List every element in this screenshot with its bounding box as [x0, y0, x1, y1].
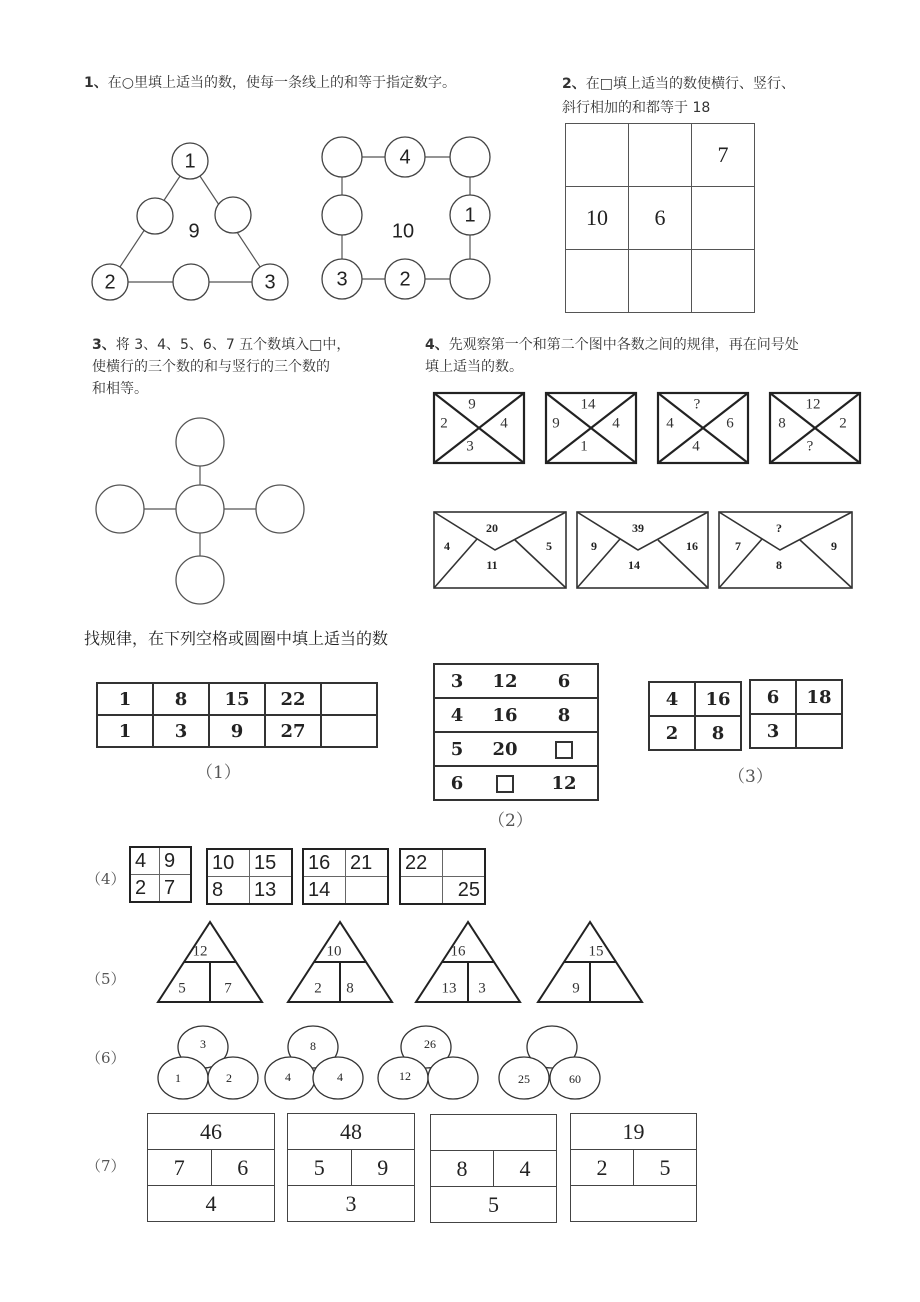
box-bottom: 4	[148, 1186, 275, 1222]
magic-square-grid	[565, 123, 755, 313]
magic-cell[interactable]	[692, 187, 755, 250]
pattern-cell: 8	[153, 683, 209, 715]
box-bottom: 3	[288, 1186, 415, 1222]
envelope-bottom: 8	[776, 557, 782, 572]
envelope-top: 39	[632, 520, 644, 535]
pattern-7-caption: （7）	[86, 1157, 126, 1175]
envelope-top: 20	[486, 520, 498, 535]
xbox-left: 4	[666, 415, 674, 432]
envelope-left: 4	[444, 538, 450, 553]
triangle-right: 3	[478, 980, 486, 997]
circle-left: 1	[175, 1070, 181, 1085]
pattern-cell: 15	[250, 849, 293, 877]
triangle-top: 15	[588, 943, 604, 960]
pattern-blank-cell[interactable]	[443, 849, 486, 877]
circle-slot[interactable]	[322, 195, 362, 235]
pattern-cell: 2	[130, 875, 160, 903]
square-bottom-mid-value: 2	[399, 268, 411, 291]
circle-top: 26	[424, 1036, 436, 1051]
pattern-cell: 3	[434, 664, 479, 698]
pattern-cell: 15	[209, 683, 265, 715]
pattern-1-caption: （1）	[196, 763, 241, 783]
xbox-top: 9	[468, 396, 476, 413]
square-circle-diagram	[315, 135, 500, 305]
circle-left: 12	[399, 1068, 411, 1083]
pattern-cell: 8	[531, 698, 598, 732]
magic-cell[interactable]	[629, 124, 692, 187]
pattern-cell: 7	[160, 875, 192, 903]
triangle-top-value: 1	[184, 150, 196, 173]
triangle-top: 16	[450, 943, 466, 960]
pattern-7-box	[430, 1114, 557, 1223]
envelope-bottom: 11	[486, 557, 498, 572]
circle-slot[interactable]	[173, 264, 209, 300]
box-left: 5	[288, 1150, 352, 1186]
triangle-left: 13	[441, 980, 457, 997]
circle-slot[interactable]	[450, 137, 490, 177]
question-4-label: 4、	[425, 337, 449, 353]
pattern-3-grid-b	[749, 679, 843, 749]
envelope-top-unknown: ?	[776, 520, 782, 535]
box-bottom: 5	[431, 1187, 557, 1223]
pattern-cell: 22	[400, 849, 443, 877]
magic-cell[interactable]	[566, 250, 629, 313]
pattern-4-grid	[399, 848, 486, 905]
pattern-cell: 14	[303, 877, 346, 905]
box-right: 5	[634, 1150, 697, 1186]
pattern-cell: 4	[434, 698, 479, 732]
pattern-cell: 3	[153, 715, 209, 747]
blank-square-icon	[555, 741, 573, 759]
pattern-cell: 20	[479, 732, 531, 766]
question-2-line-2: 斜行相加的和都等于 18	[562, 100, 711, 116]
xbox-bottom-unknown: ?	[806, 438, 814, 455]
pattern-blank-cell[interactable]	[796, 714, 842, 748]
question-4-line-2: 填上适当的数。	[425, 359, 523, 375]
pattern-cell: 8	[695, 716, 741, 750]
pattern-blank-cell[interactable]	[400, 877, 443, 905]
pattern-blank-cell[interactable]	[321, 683, 377, 715]
xbox-left: 2	[440, 415, 448, 432]
question-4-line-1: 先观察第一个和第二个图中各数之间的规律，再在问号处	[448, 337, 799, 353]
pattern-4-caption: （4）	[86, 870, 126, 888]
circle-blank[interactable]	[428, 1057, 478, 1099]
pattern-3-grid-a	[648, 681, 742, 751]
question-3-line-1: 将 3、4、5、6、7 五个数填入□中，	[115, 337, 351, 353]
pattern-2-table	[433, 663, 599, 801]
triangle-right: 8	[346, 980, 354, 997]
xbox-top: 14	[580, 396, 596, 413]
triangle-circle-diagram	[85, 135, 295, 305]
square-target-sum: 10	[391, 220, 415, 243]
question-3-line-2: 使横行的三个数的和与竖行的三个数的	[92, 359, 330, 375]
triangle-top: 12	[192, 943, 208, 960]
pattern-3-caption: （3）	[728, 767, 773, 787]
pattern-6-circles	[150, 1022, 620, 1102]
box-top-blank[interactable]	[431, 1115, 557, 1151]
magic-cell[interactable]	[692, 250, 755, 313]
envelope-right: 9	[831, 538, 837, 553]
pattern-cell: 1	[97, 715, 153, 747]
xbox-bottom: 3	[466, 438, 474, 455]
pattern-cell: 1	[97, 683, 153, 715]
xbox-right: 6	[726, 415, 734, 432]
triangle-left: 9	[572, 980, 580, 997]
blank-square-icon	[496, 775, 514, 793]
xbox-right: 4	[612, 415, 620, 432]
circle-slot[interactable]	[176, 556, 224, 604]
circle-slot[interactable]	[96, 485, 144, 533]
pattern-cell: 9	[209, 715, 265, 747]
circle-slot[interactable]	[215, 197, 251, 233]
pattern-cell: 12	[479, 664, 531, 698]
envelope-left: 7	[735, 538, 741, 553]
box-left: 8	[431, 1151, 494, 1187]
pattern-cell: 16	[303, 849, 346, 877]
pattern-cell: 4	[649, 682, 695, 716]
answer-box[interactable]	[531, 732, 598, 766]
box-top: 48	[288, 1114, 415, 1150]
x-box-row	[430, 390, 870, 468]
pattern-cell: 27	[265, 715, 321, 747]
box-top: 46	[148, 1114, 275, 1150]
circle-right: 2	[226, 1070, 232, 1085]
circle-slot[interactable]	[256, 485, 304, 533]
circle-right: 4	[337, 1069, 343, 1084]
xbox-top-unknown: ?	[693, 396, 701, 413]
pattern-7-box	[570, 1113, 697, 1222]
triangle-bottom-left-value: 2	[104, 271, 116, 294]
xbox-right: 4	[500, 415, 508, 432]
triangle-bottom-right-value: 3	[264, 271, 276, 294]
pattern-cell: 6	[450, 772, 464, 794]
circle-slot[interactable]	[137, 198, 173, 234]
pattern-2-caption: （2）	[488, 811, 533, 831]
box-top: 19	[571, 1114, 697, 1150]
pattern-cell: 22	[265, 683, 321, 715]
pattern-cell: 4	[130, 847, 160, 875]
pattern-cell: 3	[750, 714, 796, 748]
triangle-target-sum: 9	[188, 220, 200, 243]
magic-cell[interactable]	[566, 124, 629, 187]
pattern-4-grid	[129, 846, 192, 903]
pattern-blank-cell[interactable]	[321, 715, 377, 747]
pattern-cell: 25	[443, 877, 486, 905]
circle-slot[interactable]	[450, 259, 490, 299]
cross-circle-diagram	[90, 412, 315, 610]
square-right-mid-value: 1	[464, 204, 476, 227]
magic-cell[interactable]: 6	[629, 187, 692, 250]
pattern-cell: 16	[695, 682, 741, 716]
pattern-cell: 21	[346, 849, 389, 877]
xbox-bottom: 1	[580, 438, 588, 455]
question-1-text	[84, 72, 456, 94]
triangle-left: 2	[314, 980, 322, 997]
pattern-7-box	[147, 1113, 275, 1222]
envelope-left: 9	[591, 538, 597, 553]
circle-slot[interactable]	[176, 485, 224, 533]
circle-left: 4	[285, 1069, 291, 1084]
box-left: 7	[148, 1150, 212, 1186]
envelope-row	[430, 509, 860, 591]
pattern-cell: 12	[551, 772, 577, 794]
pattern-cell: 10	[207, 849, 250, 877]
xbox-right: 2	[839, 415, 847, 432]
question-3-label: 3、	[92, 337, 116, 353]
pattern-4-grid	[206, 848, 293, 905]
box-bottom-blank[interactable]	[571, 1186, 697, 1222]
box-right: 9	[351, 1150, 415, 1186]
question-3-text	[92, 334, 350, 400]
pattern-7-box	[287, 1113, 415, 1222]
circle-right: 60	[569, 1071, 581, 1086]
pattern-5-triangles	[150, 918, 680, 1006]
xbox-bottom: 4	[692, 438, 700, 455]
circle-slot[interactable]	[176, 418, 224, 466]
magic-cell[interactable]: 7	[692, 124, 755, 187]
circle-top: 8	[310, 1038, 316, 1053]
pattern-cell: 5	[434, 732, 479, 766]
triangle-top: 10	[326, 943, 342, 960]
pattern-cell: 8	[207, 877, 250, 905]
question-1-body: 在○里填上适当的数，使每一条线上的和等于指定数字。	[107, 75, 456, 91]
answer-box[interactable]	[479, 766, 531, 800]
pattern-6-caption: （6）	[86, 1049, 126, 1067]
envelope-bottom: 14	[628, 557, 640, 572]
question-4-text	[425, 334, 799, 378]
pattern-cell: 9	[160, 847, 192, 875]
box-left: 2	[571, 1150, 634, 1186]
pattern-cell: 6	[531, 664, 598, 698]
xbox-top: 12	[805, 396, 821, 413]
question-2-label: 2、	[562, 76, 586, 92]
box-right: 4	[494, 1151, 557, 1187]
circle-slot[interactable]	[322, 137, 362, 177]
circle-top: 3	[200, 1036, 206, 1051]
pattern-cell: 2	[649, 716, 695, 750]
envelope-right: 5	[546, 538, 552, 553]
xbox-left: 9	[552, 415, 560, 432]
circle-left: 25	[518, 1071, 530, 1086]
magic-cell[interactable]: 10	[566, 187, 629, 250]
pattern-5-caption: （5）	[86, 970, 126, 988]
pattern-1-table	[96, 682, 378, 748]
pattern-cell: 6	[750, 680, 796, 714]
pattern-section-title: 找规律，在下列空格或圆圈中填上适当的数	[84, 629, 389, 648]
magic-cell[interactable]	[629, 250, 692, 313]
xbox-left: 8	[778, 415, 786, 432]
question-2-line-1: 在□填上适当的数使横行、竖行、	[585, 76, 795, 92]
pattern-cell: 16	[479, 698, 531, 732]
triangle-right: 7	[224, 980, 232, 997]
pattern-4-grid	[302, 848, 389, 905]
pattern-blank-cell[interactable]	[346, 877, 389, 905]
triangle-left: 5	[178, 980, 186, 997]
envelope-right: 16	[686, 538, 698, 553]
square-top-mid-value: 4	[399, 146, 411, 169]
question-2-text	[562, 72, 795, 120]
box-right: 6	[211, 1150, 275, 1186]
square-bottom-left-value: 3	[336, 268, 348, 291]
pattern-cell: 18	[796, 680, 842, 714]
pattern-cell: 13	[250, 877, 293, 905]
question-1-label: 1、	[84, 75, 108, 91]
question-3-line-3: 和相等。	[92, 381, 148, 397]
